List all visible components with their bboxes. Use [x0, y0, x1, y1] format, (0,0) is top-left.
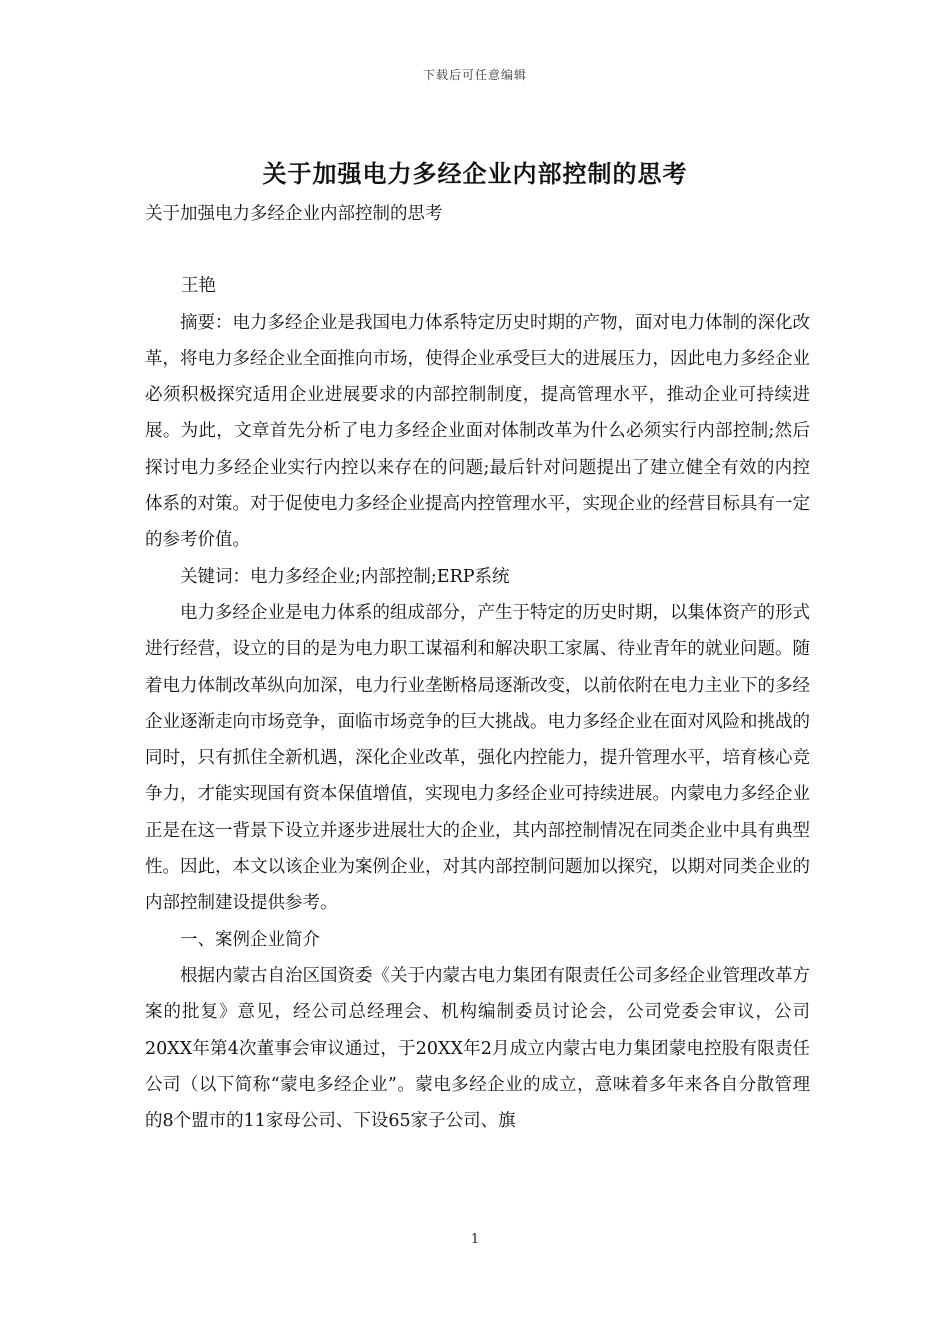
header-note: 下载后可任意编辑: [422, 68, 527, 82]
intro-paragraph: 电力多经企业是电力体系的组成部分，产生于特定的历史时期，以集体资产的形式进行经营，设立的目的是为电力职工谋福利和解决职工家属、待业青年的就业问题。随着电力体制改革纵向加深，电力行业垄断格局逐渐改变，以前依附在电力主业下的多经企业逐渐走向市场竞争，面临市场竞争的巨大挑战。电力多经企业在面对风险和挑战的同时，只有抓住全新机遇，深化企业改革，强化内控能力，提升管理水平，培育核心竞争力，才能实现国有资本保值增值，实现电力多经企业可持续进展。内蒙电力多经企业正是在这一背景下设立并逐步进展壮大的企业，其内部控制情况在同类企业中具有典型性。因此，本文以该企业为案例企业，对其内部控制问题加以探究，以期对同类企业的内部控制建设提供参考。: [145, 602, 810, 914]
subtitle: 关于加强电力多经企业内部控制的思考: [145, 204, 443, 224]
keywords-paragraph: 关键词：电力多经企业;内部控制;ERP系统: [180, 566, 510, 587]
blank-line: [145, 232, 810, 268]
section-paragraph: 根据内蒙古自治区国资委《关于内蒙古电力集团有限责任公司多经企业管理改革方案的批复》意见，经公司总经理会、机构编制委员讨论会，公司党委会审议，公司20XX年第4次董事会审议通过，于20XX年2月成立内蒙古电力集团蒙电控股有限责任公司（以下简称“蒙电多经企业”。蒙电多经企业的成立，意味着多年来各自分散管理的8个盟市的11家母公司、下设65家子公司、旗: [145, 965, 810, 1132]
document-body: [145, 196, 810, 1139]
section-heading: 一、案例企业简介: [180, 929, 320, 950]
document-title: 关于加强电力多经企业内部控制的思考: [262, 159, 688, 188]
abstract-paragraph: 摘要：电力多经企业是我国电力体系特定历史时期的产物，面对电力体制的深化改革，将电力多经企业全面推向市场，使得企业承受巨大的进展压力，因此电力多经企业必须积极探究适用企业进展要求的内部控制制度，提高管理水平，推动企业可持续进展。为此，文章首先分析了电力多经企业面对体制改革为什么必须实行内部控制;然后探讨电力多经企业实行内控以来存在的问题;最后针对问题提出了建立健全有效的内控体系的对策。对于促使电力多经企业提高内控管理水平，实现企业的经营目标具有一定的参考价值。: [145, 312, 810, 551]
page-number: 1: [470, 1232, 480, 1247]
author: 王艳: [181, 276, 216, 297]
